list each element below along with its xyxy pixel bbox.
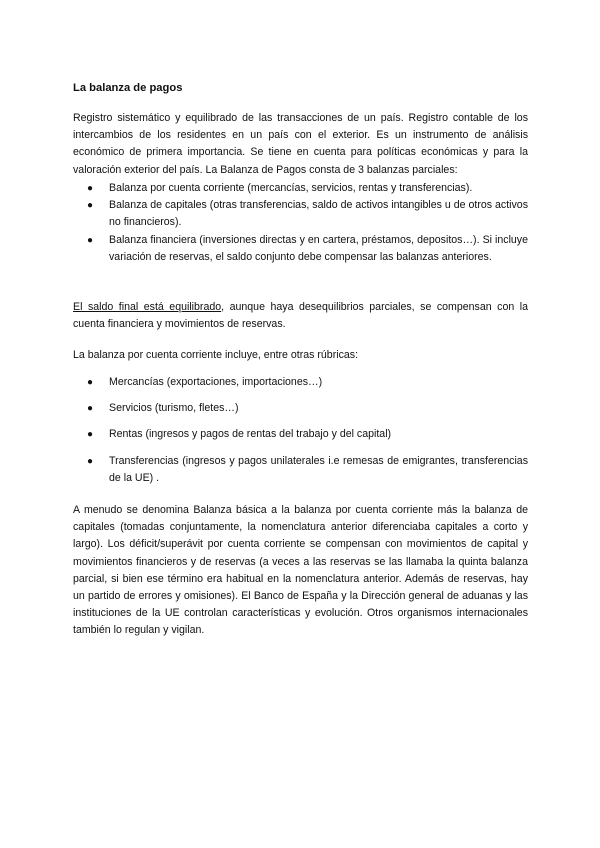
current-account-list bbox=[73, 374, 528, 487]
page-title: La balanza de pagos bbox=[73, 82, 183, 94]
bullet-icon: ● bbox=[87, 183, 94, 194]
list-item bbox=[73, 197, 528, 231]
underlined-statement: El saldo final está equilibrado bbox=[73, 301, 222, 313]
list-item-text: Transferencias (ingresos y pagos unilaterales i.e remesas de emigrantes, transferencias de la UE) . bbox=[109, 454, 528, 484]
bullet-icon: ● bbox=[87, 200, 94, 212]
list-item bbox=[73, 232, 528, 266]
list-item-text: Mercancías (exportaciones, importaciones…) bbox=[109, 376, 323, 388]
list-item-text: Rentas (ingresos y pagos de rentas del trabajo y del capital) bbox=[109, 428, 392, 441]
closing-paragraph: A menudo se denomina Balanza básica a la balanza por cuenta corriente más la balanza de capitales (tomadas conjuntamente, la nomenclatura anterior diferenciaba capitales a corto y largo). Los déficit/superávit por cuenta corriente se compensan con movimientos de capital y movimientos financieros y de reservas (a veces a las reservas se las llamaba la quinta balanza parcial, si bien ese término era habitual en la nomenclatura anterior. Además de reservas, hay un partido de errores y omisiones). El Banco de España y la Dirección general de aduanas y las instituciones de la UE controlan características y evolución. Otros organismos internacionales también lo regulan y vigilan. bbox=[73, 504, 528, 637]
current-account-intro: La balanza por cuenta corriente incluye, entre otras rúbricas: bbox=[73, 349, 359, 361]
bullet-icon: ● bbox=[87, 234, 94, 246]
list-item-text: Balanza financiera (inversiones directas y en cartera, préstamos, depositos…). Si incluye variación de reservas, el saldo conjunto debe compensar las balanzas anteriores. bbox=[109, 233, 528, 263]
bullet-icon: ● bbox=[87, 429, 94, 441]
list-item-text: Balanza de capitales (otras transferencias, saldo de activos intangibles u de otros activos no financieros). bbox=[109, 199, 528, 229]
bullet-icon: ● bbox=[87, 455, 94, 467]
balance-paragraph-rest: , aunque haya desequilibrios parciales, se compensan con la cuenta financiera y movimientos de reservas. bbox=[73, 301, 528, 331]
list-item bbox=[73, 374, 528, 391]
list-item bbox=[73, 400, 528, 417]
balance-paragraph bbox=[73, 299, 528, 333]
list-item-text: Balanza por cuenta corriente (mercancías, servicios, rentas y transferencias). bbox=[109, 182, 473, 194]
bullet-icon: ● bbox=[87, 403, 94, 415]
bullet-icon: ● bbox=[87, 377, 94, 388]
list-item-text: Servicios (turismo, fletes…) bbox=[109, 402, 239, 415]
list-item bbox=[73, 426, 528, 443]
partial-balances-list bbox=[73, 180, 528, 266]
list-item bbox=[73, 180, 528, 197]
intro-paragraph: Registro sistemático y equilibrado de las transacciones de un país. Registro contable de los intercambios de los residentes en un país con el exterior. Es un instrumento de análisis económico de primera importancia. Se tiene en cuenta para políticas económicas y para la valoración exterior del país. La Balanza de Pagos consta de 3 balanzas parciales: bbox=[73, 112, 528, 176]
list-item bbox=[73, 453, 528, 487]
